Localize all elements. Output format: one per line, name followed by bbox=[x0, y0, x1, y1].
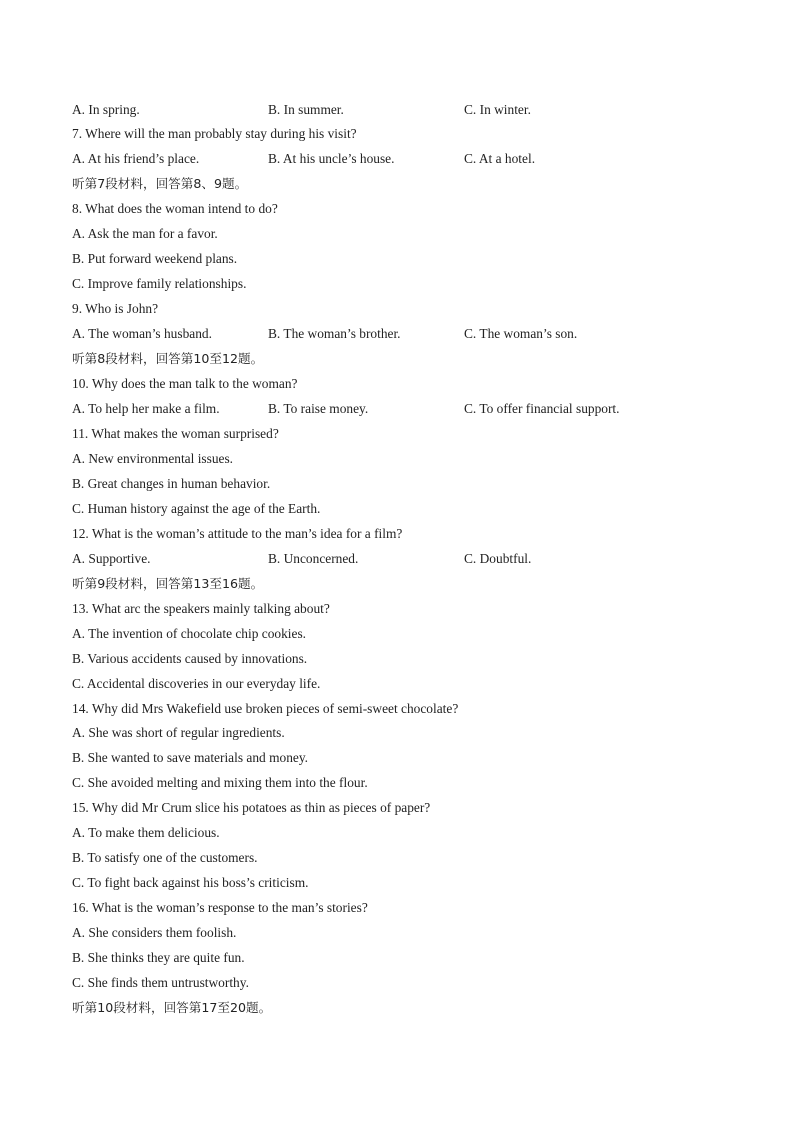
q14-question: 14. Why did Mrs Wakefield use broken pieces of semi-sweet chocolate? bbox=[72, 701, 459, 716]
section-7-instruction: 听第7段材料，回答第8、9题。 bbox=[72, 176, 248, 191]
section-9-instruction: 听第9段材料，回答第13至16题。 bbox=[72, 576, 264, 591]
q10-option-c: C. To offer financial support. bbox=[464, 401, 620, 416]
q9-question: 9. Who is John? bbox=[72, 301, 159, 316]
q14-option-a: A. She was short of regular ingredients. bbox=[72, 725, 285, 740]
q15-option-c: C. To fight back against his boss’s criticism. bbox=[72, 875, 309, 890]
q7-question: 7. Where will the man probably stay during his visit? bbox=[72, 126, 357, 141]
q8-option-a: A. Ask the man for a favor. bbox=[72, 226, 218, 241]
q11-option-a: A. New environmental issues. bbox=[72, 451, 234, 466]
q12-option-b: B. Unconcerned. bbox=[268, 551, 359, 566]
q16-option-b: B. She thinks they are quite fun. bbox=[72, 950, 245, 965]
q16-question: 16. What is the woman’s response to the man’s stories? bbox=[72, 900, 368, 915]
q14-option-c: C. She avoided melting and mixing them into the flour. bbox=[72, 775, 368, 790]
q12-option-c: C. Doubtful. bbox=[464, 551, 532, 566]
q8-question: 8. What does the woman intend to do? bbox=[72, 201, 278, 216]
q11-option-c: C. Human history against the age of the Earth. bbox=[72, 501, 321, 516]
q12-option-a: A. Supportive. bbox=[72, 551, 151, 566]
q14-option-b: B. She wanted to save materials and money. bbox=[72, 750, 309, 765]
q15-option-a: A. To make them delicious. bbox=[72, 825, 220, 840]
q12-question: 12. What is the woman’s attitude to the man’s idea for a film? bbox=[72, 526, 403, 541]
section-10-instruction: 听第10段材料，回答第17至20题。 bbox=[72, 1000, 272, 1015]
q13-option-a: A. The invention of chocolate chip cookies. bbox=[72, 626, 307, 641]
q13-question: 13. What arc the speakers mainly talking about? bbox=[72, 601, 330, 616]
q8-option-b: B. Put forward weekend plans. bbox=[72, 251, 238, 266]
section-8-instruction: 听第8段材料，回答第10至12题。 bbox=[72, 351, 264, 366]
q6-option-b: B. In summer. bbox=[268, 102, 344, 117]
q10-option-b: B. To raise money. bbox=[268, 401, 369, 416]
q6-option-c: C. In winter. bbox=[464, 102, 531, 117]
q9-option-b: B. The woman’s brother. bbox=[268, 326, 401, 341]
q13-option-c: C. Accidental discoveries in our everyday life. bbox=[72, 676, 321, 691]
q7-option-a: A. At his friend’s place. bbox=[72, 151, 200, 166]
q9-option-c: C. The woman’s son. bbox=[464, 326, 578, 341]
q11-question: 11. What makes the woman surprised? bbox=[72, 426, 279, 441]
q16-option-c: C. She finds them untrustworthy. bbox=[72, 975, 249, 990]
q6-option-a: A. In spring. bbox=[72, 102, 140, 117]
q16-option-a: A. She considers them foolish. bbox=[72, 925, 237, 940]
q7-option-c: C. At a hotel. bbox=[464, 151, 536, 166]
q10-option-a: A. To help her make a film. bbox=[72, 401, 220, 416]
q11-option-b: B. Great changes in human behavior. bbox=[72, 476, 271, 491]
q13-option-b: B. Various accidents caused by innovations. bbox=[72, 651, 308, 666]
q9-option-a: A. The woman’s husband. bbox=[72, 326, 212, 341]
q7-option-b: B. At his uncle’s house. bbox=[268, 151, 395, 166]
q15-option-b: B. To satisfy one of the customers. bbox=[72, 850, 258, 865]
q10-question: 10. Why does the man talk to the woman? bbox=[72, 376, 298, 391]
q15-question: 15. Why did Mr Crum slice his potatoes as thin as pieces of paper? bbox=[72, 800, 431, 815]
q8-option-c: C. Improve family relationships. bbox=[72, 276, 247, 291]
